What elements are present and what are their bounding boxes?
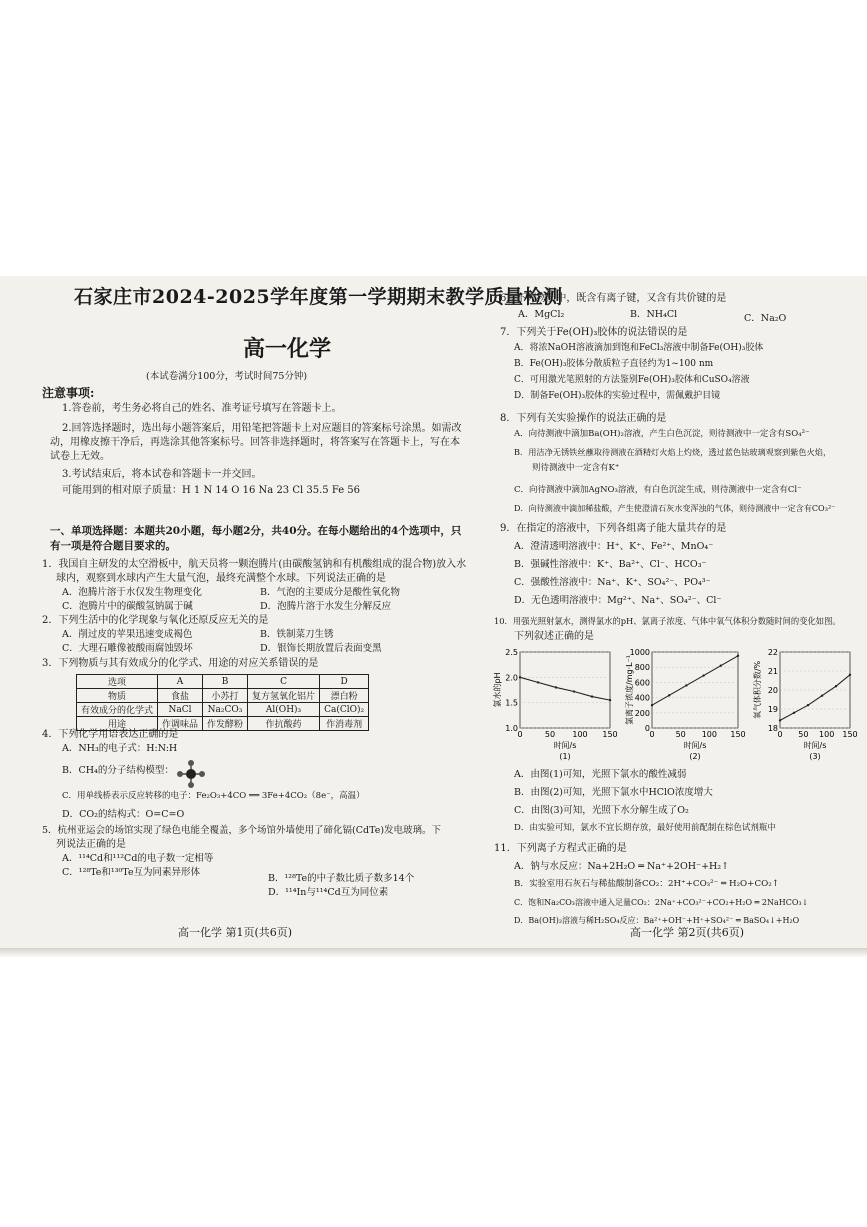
x-tick-label: 100 [819, 730, 835, 739]
table-row [77, 703, 369, 717]
x-tick-label: 50 [675, 730, 686, 739]
y-tick-label: 400 [634, 693, 650, 703]
q5-stem-line2: 列说法正确的是 [56, 839, 126, 850]
x-tick-label: 150 [602, 730, 618, 739]
scoring-note: (本试卷满分100分，考试时间75分钟) [146, 371, 308, 382]
q9-option-b: B．强碱性溶液中：K⁺、Ba²⁺、Cl⁻、HCO₃⁻ [514, 559, 707, 570]
q2-option-d: D．银饰长期放置后表面变黑 [260, 643, 382, 654]
table-cell: 食盐 [158, 689, 203, 703]
q8-option-b-line1: B．用洁净无锈铁丝蘸取待测液在酒精灯火焰上灼烧，透过蓝色钴玻璃观察到紫色火焰， [514, 447, 832, 457]
q10-stem-line2: 下列叙述正确的是 [514, 631, 594, 642]
table-cell: C [248, 675, 320, 689]
q9-option-a: A．澄清透明溶液中：H⁺、K⁺、Fe²⁺、MnO₄⁻ [514, 541, 714, 552]
y-tick-label: 22 [767, 648, 778, 657]
q11-option-d: D．Ba(OH)₂溶液与稀H₂SO₄反应：Ba²⁺+OH⁻+H⁺+SO₄²⁻ ═ BaSO₄↓+H₂O [514, 916, 800, 925]
data-point [835, 685, 837, 687]
section-header: 一、单项选择题：本题共20小题，每小题2分，共40分。在每小题给出的4个选项中，只有一项是符合题目要求的。 [50, 525, 462, 552]
data-point [685, 684, 687, 686]
chart-caption: (1) [559, 752, 571, 761]
page-footer-2: 高一化学 第2页(共6页) [630, 926, 745, 939]
q11-option-b: B．实验室用石灰石与稀盐酸制备CO₂：2H⁺+CO₃²⁻ ═ H₂O+CO₂↑ [514, 879, 779, 889]
q4-stem: 4．下列化学用语表达正确的是 [42, 729, 179, 740]
table-cell: 用途 [77, 717, 158, 731]
y-tick-label: 2.5 [505, 648, 518, 657]
x-tick-label: 100 [572, 730, 588, 739]
notice-1: 1.答卷前，考生务必将自己的姓名、准考证号填写在答题卡上。 [62, 403, 342, 414]
q9-stem: 9．在指定的溶液中，下列各组离子能大量共存的是 [500, 523, 727, 534]
page-footer-1: 高一化学 第1页(共6页) [178, 926, 293, 939]
page-2 [480, 276, 867, 948]
q8-option-a: A．向待测液中滴加Ba(OH)₂溶液，产生白色沉淀，则待测液中一定含有SO₄²⁻ [514, 429, 810, 439]
y-tick-label: 20 [767, 686, 778, 695]
x-tick-label: 0 [649, 730, 655, 739]
y-tick-label: 600 [634, 678, 650, 688]
data-point [793, 712, 795, 714]
q3-table [76, 674, 369, 731]
q8-option-d: D．向待测液中滴加稀盐酸，产生使澄清石灰水变浑浊的气体，则待测液中一定含有CO₃²⁻ [514, 503, 836, 513]
exam-sheet [0, 276, 867, 948]
chart-oxygen [753, 648, 858, 766]
subject-title: 高一化学 [243, 336, 332, 362]
y-axis-label: 氯离子浓度/mg·L⁻¹ [625, 655, 634, 725]
y-tick-label: 18 [767, 724, 778, 733]
exam-title: 石家庄市2024-2025学年度第一学期期末教学质量检测 [74, 286, 563, 308]
y-axis-label: 氯水的pH [493, 672, 502, 708]
table-cell: 作消毒剂 [320, 717, 369, 731]
q8-option-b-line2: 则待测液中一定含有K⁺ [532, 463, 620, 473]
table-cell: 物质 [77, 689, 158, 703]
q8-stem: 8．下列有关实验操作的说法正确的是 [500, 413, 667, 424]
notice-3: 3.考试结束后，将本试卷和答题卡一并交回。 [62, 469, 262, 480]
table-cell: Ca(ClO)₂ [320, 703, 369, 717]
y-tick-label: 800 [634, 663, 650, 673]
x-axis-label: 时间/s [683, 741, 707, 750]
series-line [780, 675, 850, 721]
data-point [591, 695, 593, 697]
q1-option-a: A．泡腾片溶于水仅发生物理变化 [62, 587, 202, 598]
x-tick-label: 150 [730, 730, 746, 739]
q2-option-a: A．削过皮的苹果迅速变成褐色 [62, 629, 193, 640]
y-tick-label: 21 [767, 667, 778, 676]
q7-option-b: B．Fe(OH)₃胶体分散质粒子直径约为1~100 nm [514, 359, 714, 369]
data-point [668, 694, 670, 696]
y-tick-label: 2.0 [505, 673, 518, 683]
q11-option-c: C．饱和Na₂CO₃溶液中通入足量CO₂：2Na⁺+CO₃²⁻+CO₂+H₂O ═ 2NaHCO₃↓ [514, 898, 809, 907]
table-cell: NaCl [158, 703, 203, 717]
q4-option-d: D．CO₂的结构式：O=C=O [62, 809, 185, 820]
q7-option-d: D．制备Fe(OH)₃胶体的实验过程中，需佩戴护目镜 [514, 391, 721, 401]
x-tick-label: 50 [544, 730, 556, 739]
q2-stem: 2．下列生活中的化学现象与氧化还原反应无关的是 [42, 615, 269, 626]
data-point [821, 695, 823, 697]
data-point [807, 704, 809, 706]
q2-option-c: C．大理石雕像被酸雨腐蚀毁坏 [62, 643, 193, 654]
q4-option-b: B．CH₄的分子结构模型： [62, 765, 174, 776]
data-point [737, 655, 739, 657]
notice-title: 注意事项: [42, 386, 95, 400]
q4-option-a: A．NH₃的电子式：H:N:H [62, 743, 178, 754]
q10-option-d: D．由实验可知，氯水不宜长期存放，最好使用前配制在棕色试剂瓶中 [514, 823, 776, 833]
chart-caption: (3) [809, 752, 821, 761]
chart-caption: (2) [689, 752, 701, 761]
table-cell: 漂白粉 [320, 689, 369, 703]
x-axis-label: 时间/s [553, 741, 577, 750]
x-tick-label: 0 [777, 730, 783, 739]
q10-option-c: C．由图(3)可知，光照下水分解生成了O₂ [514, 805, 689, 816]
data-point [573, 690, 575, 692]
y-tick-label: 200 [634, 708, 650, 718]
q10-option-a: A．由图(1)可知，光照下氯水的酸性减弱 [514, 769, 687, 780]
data-point [555, 686, 557, 688]
table-cell: 有效成分的化学式 [77, 703, 158, 717]
table-cell: 复方氢氧化铝片 [248, 689, 320, 703]
q5-stem-line1: 5．杭州亚运会的场馆实现了绿色电能全覆盖，多个场馆外墙使用了碲化镉(CdTe)发电玻璃。下 [42, 825, 442, 836]
page-edge-shadow [0, 948, 867, 958]
data-point [779, 719, 781, 721]
series-line [520, 677, 610, 700]
notice-2: 2.回答选择题时，选出每小题答案后，用铅笔把答题卡上对应题目的答案标号涂黑。如需改动，用橡皮擦干净后，再选涂其他答案标号。回答非选择题时，将答案写在答题卡上，写在本试卷上无效。 [50, 423, 462, 462]
table-cell: 作调味品 [158, 717, 203, 731]
q6-option-b: B．NH₄Cl [630, 309, 678, 320]
x-tick-label: 0 [517, 730, 523, 739]
table-cell: B [203, 675, 248, 689]
data-point [849, 674, 851, 676]
x-axis-label: 时间/s [803, 741, 827, 750]
q5-option-c: C．¹²⁸Te和¹³⁰Te互为同素异形体 [62, 867, 201, 878]
q5-option-b: B．¹²⁸Te的中子数比质子数多14个 [268, 873, 415, 884]
q9-option-c: C．强酸性溶液中：Na⁺、K⁺、SO₄²⁻、PO₄³⁻ [514, 577, 711, 588]
y-tick-label: 1.0 [505, 724, 518, 733]
y-tick-label: 0 [644, 724, 650, 733]
q8-option-c: C．向待测液中滴加AgNO₃溶液，有白色沉淀生成，则待测液中一定含有Cl⁻ [514, 485, 802, 495]
q6-option-c: C．Na₂O [744, 313, 787, 324]
q4-option-c: C．用单线桥表示反应转移的电子：Fe₂O₃+4CO ══ 3Fe+4CO₂（8e⁻，高温） [62, 791, 365, 801]
x-tick-label: 150 [842, 730, 858, 739]
q11-option-a: A．钠与水反应：Na+2H₂O ═ Na⁺+2OH⁻+H₂↑ [514, 861, 730, 872]
x-tick-label: 50 [798, 730, 809, 739]
q6-stem: 6．下列物质中，既含有离子键，又含有共价键的是 [500, 293, 727, 304]
q7-option-a: A．将浓NaOH溶液滴加到饱和FeCl₃溶液中制备Fe(OH)₃胶体 [514, 343, 764, 353]
data-point [609, 699, 611, 701]
x-tick-label: 100 [701, 730, 717, 739]
chart-chloride [625, 648, 746, 766]
q3-stem: 3．下列物质与其有效成分的化学式、用途的对应关系错误的是 [42, 658, 319, 669]
q9-option-d: D．无色透明溶液中：Mg²⁺、Na⁺、SO₄²⁻、Cl⁻ [514, 595, 722, 606]
q11-stem: 11．下列离子方程式正确的是 [494, 843, 627, 854]
q1-option-b: B．气泡的主要成分是酸性氧化物 [260, 587, 400, 598]
ch4-molecule-model-icon [177, 760, 205, 788]
q2-option-b: B．铁制菜刀生锈 [260, 629, 334, 640]
q5-option-a: A．¹¹⁴Cd和¹¹²Cd的电子数一定相等 [62, 853, 214, 864]
y-tick-label: 1000 [629, 648, 650, 657]
q7-option-c: C．可用激光笔照射的方法鉴别Fe(OH)₃胶体和CuSO₄溶液 [514, 375, 750, 385]
q10-stem-line1: 10．用强光照射氯水，测得氯水的pH、氯离子浓度、气体中氧气体积分数随时间的变化如图。 [494, 616, 841, 626]
data-point [519, 676, 521, 678]
table-row [77, 689, 369, 703]
q1-option-c: C．泡腾片中的碳酸氢钠属于碱 [62, 601, 193, 612]
table-cell: D [320, 675, 369, 689]
q1-option-d: D．泡腾片溶于水发生分解反应 [260, 601, 392, 612]
q1-stem-line1: 1．我国自主研发的太空滑板中，航天员将一颗泡腾片(由碳酸氢钠和有机酸组成的混合物)放入水 [42, 559, 467, 570]
q1-stem-line2: 球内，观察到水球内产生大量气泡，最终充满整个水球。下列说法正确的是 [56, 573, 386, 584]
q7-stem: 7．下列关于Fe(OH)₃胶体的说法错误的是 [500, 327, 688, 338]
y-tick-label: 1.5 [505, 698, 518, 708]
table-row [77, 675, 369, 689]
table-cell: Al(OH)₃ [248, 703, 320, 717]
data-point [720, 664, 722, 666]
table-cell: 选项 [77, 675, 158, 689]
plot-frame [780, 652, 850, 728]
table-cell: A [158, 675, 203, 689]
table-cell: 作发酵粉 [203, 717, 248, 731]
y-axis-label: 氧气体积分数/% [753, 660, 762, 720]
q6-option-a: A．MgCl₂ [518, 309, 565, 320]
table-cell: 作抗酸药 [248, 717, 320, 731]
q10-option-b: B．由图(2)可知，光照下氯水中HClO浓度增大 [514, 787, 713, 798]
data-point [702, 674, 704, 676]
table-cell: 小苏打 [203, 689, 248, 703]
table-cell: Na₂CO₃ [203, 703, 248, 717]
data-point [537, 681, 539, 683]
chart-ph [493, 648, 618, 766]
data-point [651, 704, 653, 706]
y-tick-label: 19 [767, 705, 778, 714]
q5-option-d: D．¹¹⁴In与¹¹⁴Cd互为同位素 [268, 887, 389, 898]
atomic-masses: 可能用到的相对原子质量：H 1 N 14 O 16 Na 23 Cl 35.5 Fe 56 [62, 485, 361, 496]
